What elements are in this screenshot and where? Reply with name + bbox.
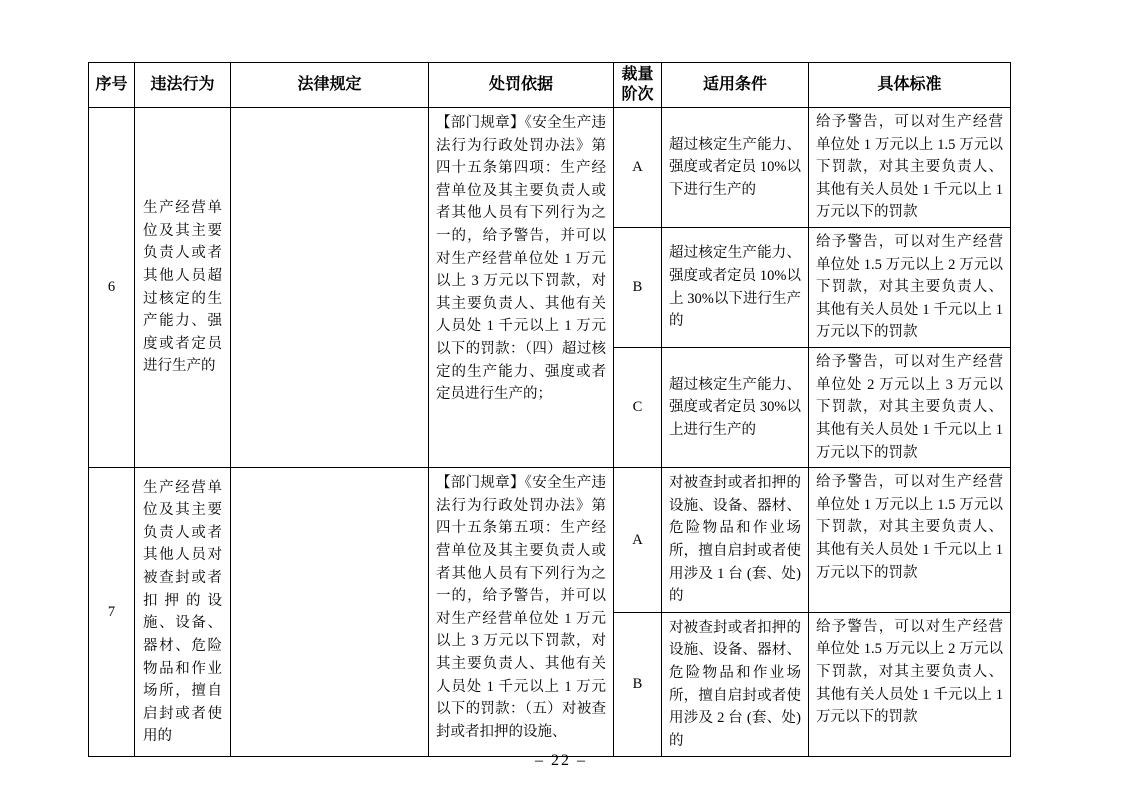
row7-tier-b-condition: 对被查封或者扣押的设施、设备、器材、危险物品和作业场所，擅自启封或者使用涉及 2 台 (套、处) 的 bbox=[662, 612, 809, 757]
page-number: – 22 – bbox=[535, 752, 587, 769]
row6-violation: 生产经营单位及其主要负责人或者其他人员超过核定的生产能力、强度或者定员进行生产的 bbox=[135, 108, 231, 468]
table-header-row bbox=[89, 63, 1011, 108]
row6-tier-c-standard: 给予警告，可以对生产经营单位处 2 万元以上 3 万元以下罚款，对其主要负责人、其他有关人员处 1 千元以上 1 万元以下的罚款 bbox=[809, 348, 1011, 468]
row6-tier-a-standard: 给予警告，可以对生产经营单位处 1 万元以上 1.5 万元以下罚款，对其主要负责人、其他有关人员处 1 千元以上 1 万元以下的罚款 bbox=[809, 108, 1011, 228]
row6-seq-no: 6 bbox=[89, 108, 135, 468]
row6-tier-b-label: B bbox=[614, 228, 662, 348]
row7-tier-a-label: A bbox=[614, 468, 662, 613]
col-header-discretion-tier: 裁量阶次 bbox=[614, 63, 662, 108]
col-header-penalty-basis: 处罚依据 bbox=[429, 63, 614, 108]
col-header-legal-provision: 法律规定 bbox=[231, 63, 429, 108]
row7-tier-b-standard: 给予警告，可以对生产经营单位处 1.5 万元以上 2 万元以下罚款，对其主要负责人、其他有关人员处 1 千元以上 1 万元以下的罚款 bbox=[809, 612, 1011, 757]
row6-legal-provision bbox=[231, 108, 429, 468]
row7-penalty-basis: 【部门规章】《安全生产违法行为行政处罚办法》第四十五条第五项：生产经营单位及其主要负责人或者其他人员有下列行为之一的，给予警告，并可以对生产经营单位处 1 万元以上 3 万元以下罚款，对其主要负责人、其他有关人员处 1 千元以上 1 万元以下的罚款：（五）对被查封或者扣押的设施、 bbox=[429, 468, 614, 757]
row6-penalty-basis: 【部门规章】《安全生产违法行为行政处罚办法》第四十五条第四项：生产经营单位及其主要负责人或者其他人员有下列行为之一的，给予警告，并可以对生产经营单位处 1 万元以上 3 万元以下罚款，对其主要负责人、其他有关人员处 1 千元以上 1 万元以下的罚款：（四）超过核定的生产能力、强度或者定员进行生产的； bbox=[429, 108, 614, 468]
row6-tier-a-condition: 超过核定生产能力、强度或者定员 10%以下进行生产的 bbox=[662, 108, 809, 228]
row7-tier-a-condition: 对被查封或者扣押的设施、设备、器材、危险物品和作业场所，擅自启封或者使用涉及 1 台 (套、处) 的 bbox=[662, 468, 809, 613]
col-header-violation: 违法行为 bbox=[135, 63, 231, 108]
col-header-specific-standard: 具体标准 bbox=[809, 63, 1011, 108]
penalty-discretion-table bbox=[88, 62, 1011, 757]
row7-tier-a-standard: 给予警告，可以对生产经营单位处 1 万元以上 1.5 万元以下罚款，对其主要负责人、其他有关人员处 1 千元以上 1 万元以下的罚款 bbox=[809, 468, 1011, 613]
row6-tier-b-condition: 超过核定生产能力、强度或者定员 10%以上 30%以下进行生产的 bbox=[662, 228, 809, 348]
col-header-applicable-condition: 适用条件 bbox=[662, 63, 809, 108]
row6-tier-b-standard: 给予警告，可以对生产经营单位处 1.5 万元以上 2 万元以下罚款，对其主要负责人、其他有关人员处 1 千元以上 1 万元以下的罚款 bbox=[809, 228, 1011, 348]
row6-tier-a-label: A bbox=[614, 108, 662, 228]
col-header-seq-no: 序号 bbox=[89, 63, 135, 108]
row7-legal-provision bbox=[231, 468, 429, 757]
row6-tier-c-condition: 超过核定生产能力、强度或者定员 30%以上进行生产的 bbox=[662, 348, 809, 468]
row7-tier-b-label: B bbox=[614, 612, 662, 757]
row7-seq-no: 7 bbox=[89, 468, 135, 757]
row6-tier-c-label: C bbox=[614, 348, 662, 468]
row7-violation: 生产经营单位及其主要负责人或者其他人员对被查封或者扣押的设施、设备、器材、危险物品和作业场所，擅自启封或者使用的 bbox=[135, 468, 231, 757]
table-row-6-tier-a bbox=[89, 108, 1011, 228]
table-row-7-tier-a bbox=[89, 468, 1011, 613]
